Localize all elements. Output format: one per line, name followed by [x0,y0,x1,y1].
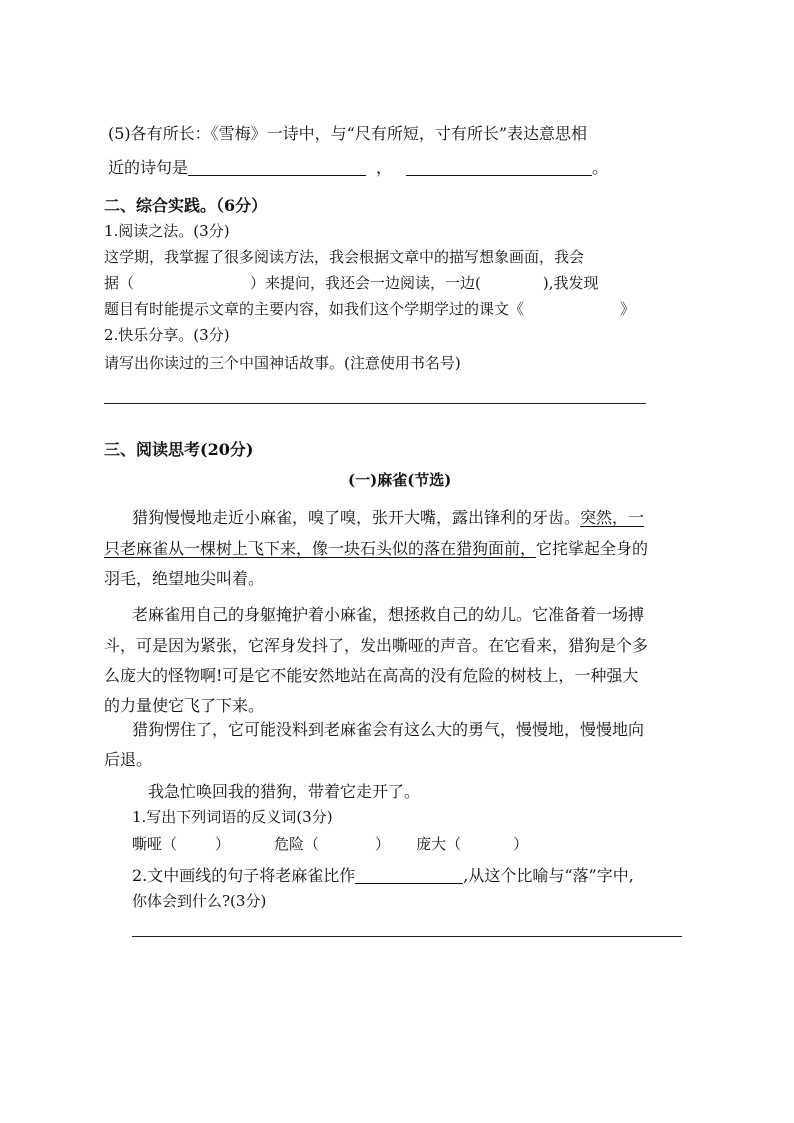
q1-close-3: ） [513,835,529,853]
q5-answer-blank-2[interactable] [406,174,592,176]
p2-line1: 老麻雀用自己的身躯掩护着小麻雀，想拯救自己的幼儿。它准备着一场搏 [132,605,645,624]
p3-line1: 猎狗愣住了，它可能没料到老麻雀会有这么大的勇气，慢慢地，慢慢地向 [132,720,645,739]
section2-heading: 二、综合实践。（6分） [104,196,268,215]
p2-line4: 的力量使它飞了下来。 [104,696,265,715]
q1-title: 1.写出下列词语的反义词(3分) [132,808,333,826]
p4-line: 我急忙唤回我的猎狗，带着它走开了。 [148,782,421,801]
section2-item2-title: 2.快乐分享。(3分) [104,326,230,344]
q2-answer-blank[interactable] [355,882,463,884]
item1-line3-a: 题目有时能提示文章的主要内容，如我们这个学期学过的课文《 [104,300,525,318]
p1-underlined-1: 突然，一 [580,508,645,527]
q1-word-1: 嘶哑（ [132,835,178,853]
q5-period: 。 [592,158,609,177]
q2-line1 [132,866,634,886]
item2-answer-line[interactable] [104,403,646,404]
section2-item1-line3 [104,300,635,319]
q1-close-1: ） [215,835,231,853]
q2-line1-a: 2.文中画线的句子将老麻雀比作 [132,866,356,885]
section2-item1-line1: 这学期，我掌握了很多阅读方法，我会根据文章中的描写想象画面，我会 [104,248,585,266]
passage-title: (一)麻雀(节选) [348,471,452,489]
section2-item1-title: 1.阅读之法。(3分) [104,222,230,240]
q1-word-3: 庞大（ [416,835,462,853]
q5-comma: ， [376,158,393,177]
p1-line3: 羽毛，绝望地尖叫着。 [104,569,265,588]
section2-item2-prompt: 请写出你读过的三个中国神话故事。(注意使用书名号) [104,354,461,372]
p1-line1 [132,508,644,528]
q5-answer-blank-1[interactable] [188,174,366,176]
q2-line2: 你体会到什么?(3分) [132,892,267,910]
section2-item1-line2 [104,274,599,293]
q5-line2-start: 近的诗句是 [108,158,189,177]
q1-words [132,835,528,854]
q1-close-2: ） [375,835,391,853]
p1-line1-a: 猎狗慢慢地走近小麻雀，嗅了嗅，张开大嘴，露出锋利的牙齿。 [132,508,581,527]
p1-line2-b: 它挓挲起全身的 [536,539,649,558]
item1-line2-b: ）来提问，我还会一边阅读，一边( [250,274,481,292]
q2-line1-b: ,从这个比喻与“落”字中, [463,866,634,885]
p2-line3: 么庞大的怪物啊!可是它不能安然地站在高高的没有危险的树枝上，一种强大 [104,666,639,685]
q1-word-2: 危险（ [274,835,320,853]
p3-line2: 后退。 [104,750,153,769]
q2-answer-line[interactable] [132,936,682,937]
item1-line3-b: 》 [620,300,636,318]
section3-heading: 三、阅读思考(20分) [104,440,254,459]
p1-underlined-2: 只老麻雀从一棵树上飞下来，像一块石头似的落在猎狗面前， [104,539,537,558]
item1-line2-c: ),我发现 [542,274,599,292]
p2-line2: 斗，可是因为紧张，它浑身发抖了，发出嘶哑的声音。在它看来，猎狗是个多 [104,636,649,655]
item1-line2-a: 据（ [104,274,135,292]
p1-line2 [104,539,648,559]
q5-line1: (5)各有所长：《雪梅》一诗中，与“尺有所短，寸有所长”表达意思相 [108,124,588,143]
q5-line2 [108,158,608,178]
